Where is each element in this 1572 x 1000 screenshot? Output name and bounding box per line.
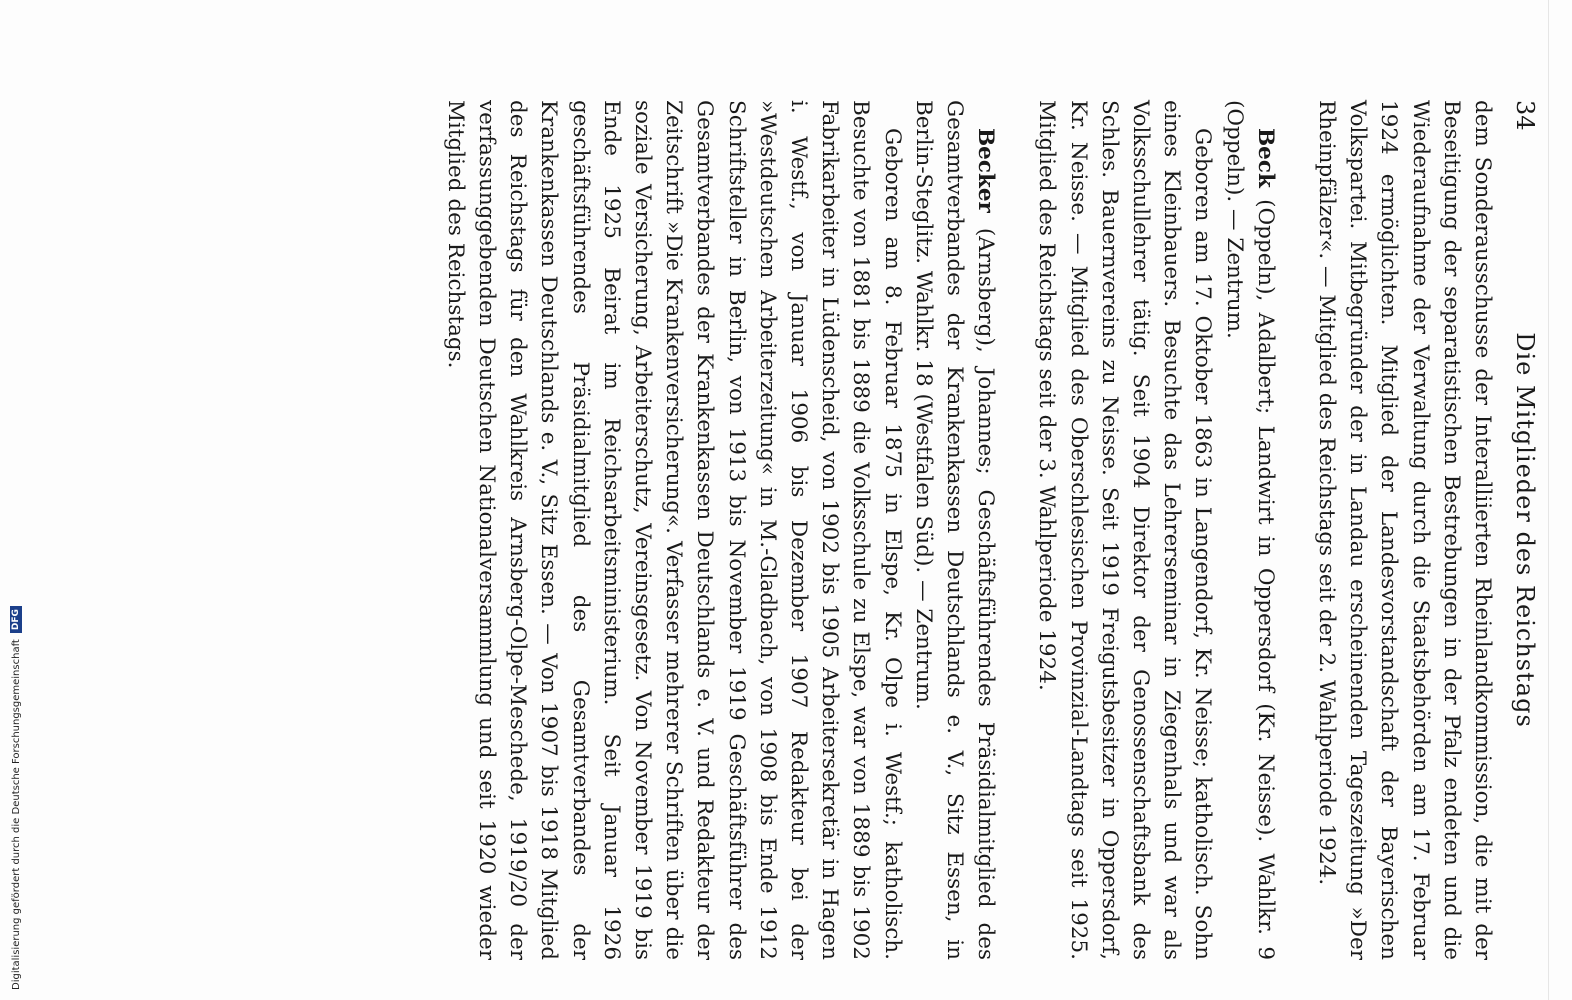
intro-paragraph: dem Sonderausschusse der Interalliierten Rheinlandkommission, die mit der Beseitigung der separatistischen Bestrebungen in der Pfalz endeten und die Wiederaufnahme der Verwaltung durch die Staatsbehörden am 17. Februar 1924 ermöglichten. Mitglied der Landesvorstandschaft der Bayerischen Volkspartei. Mitbegründer der in Landau erscheinenden Tageszeitung »Der Rheinpfälzer«. — Mitglied des Reichstags seit der 2. Wahlperiode 1924. xyxy=(1313,100,1495,960)
dfg-logo: DFG xyxy=(10,606,22,633)
entry-heading-text: (Arnsberg), Johannes; Geschäftsführendes Präsidialmitglied des Gesamtverbandes der Krankenkassen Deutschlands e. V., Sitz Essen, in Berlin-Steglitz. Wahlkr. 18 (Westfalen Süd). — Zentrum. xyxy=(910,100,999,960)
entry-name: Becker xyxy=(973,128,999,213)
entry-name: Beck xyxy=(1252,128,1278,188)
entry-heading xyxy=(908,100,1002,960)
member-entry-becker xyxy=(440,100,1002,960)
entry-heading-text: (Oppeln), Adalbert; Landwirt in Oppersdorf (Kr. Neisse). Wahlkr. 9 (Oppeln). — Zentrum. xyxy=(1221,100,1278,960)
footer-note-text: Digitalisierung gefördert durch die Deutsche Forschungsgemeinschaft xyxy=(10,639,22,990)
rotated-text-block xyxy=(440,100,1541,960)
page-header xyxy=(1508,100,1540,960)
digitization-footer xyxy=(10,606,22,990)
member-entry-beck xyxy=(1031,100,1281,960)
entry-body: Geboren am 8. Februar 1875 in Elspe, Kr. Olpe i. Westf.; katholisch. Besuchte von 1881 bis 1889 die Volksschule zu Elspe, war von 1889 bis 1902 Fabrikarbeiter in Lüdenscheid, von 1902 bis 1905 Arbeitersekretär in Hagen i. Westf., von Januar 1906 bis Dezember 1907 Redakteur bei der »Westdeutschen Arbeiterzeitung« in M.-Gladbach, von 1908 bis Ende 1912 Schriftsteller in Berlin, von 1913 bis November 1919 Geschäftsführer des Gesamtverbandes der Krankenkassen Deutschlands e. V. und Redakteur der Zeitschrift »Die Krankenversicherung«. Verfasser mehrerer Schriften über die soziale Versicherung, Arbeiterschutz, Vereinsgesetz. Von November 1919 bis Ende 1925 Beirat im Reichsarbeitsministerium. Seit Januar 1926 geschäftsführendes Präsidialmitglied des Gesamtverbandes der Krankenkassen Deutschlands e. V., Sitz Essen. — Von 1907 bis 1918 Mitglied des Reichstags für den Wahlkreis Arnsberg-Olpe-Meschede, 1919/20 der verfassunggebenden Deutschen Nationalversammlung und seit 1920 wieder Mitglied des Reichstags. xyxy=(442,100,905,960)
entry-body: Geboren am 17. Oktober 1863 in Langendorf, Kr. Neisse; katholisch. Sohn eines Kleinbauers. Besuchte das Lehrerseminar in Ziegenhals und war als Volksschullehrer tätig. Seit 1904 Direktor der Genossenschaftsbank des Schles. Bauernvereins zu Neisse. Seit 1919 Freigutsbesitzer in Oppersdorf, Kr. Neisse. — Mitglied des Oberschlesischen Provinzial-Landtags seit 1925. Mitglied des Reichstags seit der 3. Wahlperiode 1924. xyxy=(1034,100,1216,960)
scan-edge xyxy=(1548,0,1549,1000)
running-title: Die Mitglieder des Reichstags xyxy=(1511,332,1539,728)
page-number: 34 xyxy=(1511,100,1539,131)
entry-heading xyxy=(1218,100,1280,960)
